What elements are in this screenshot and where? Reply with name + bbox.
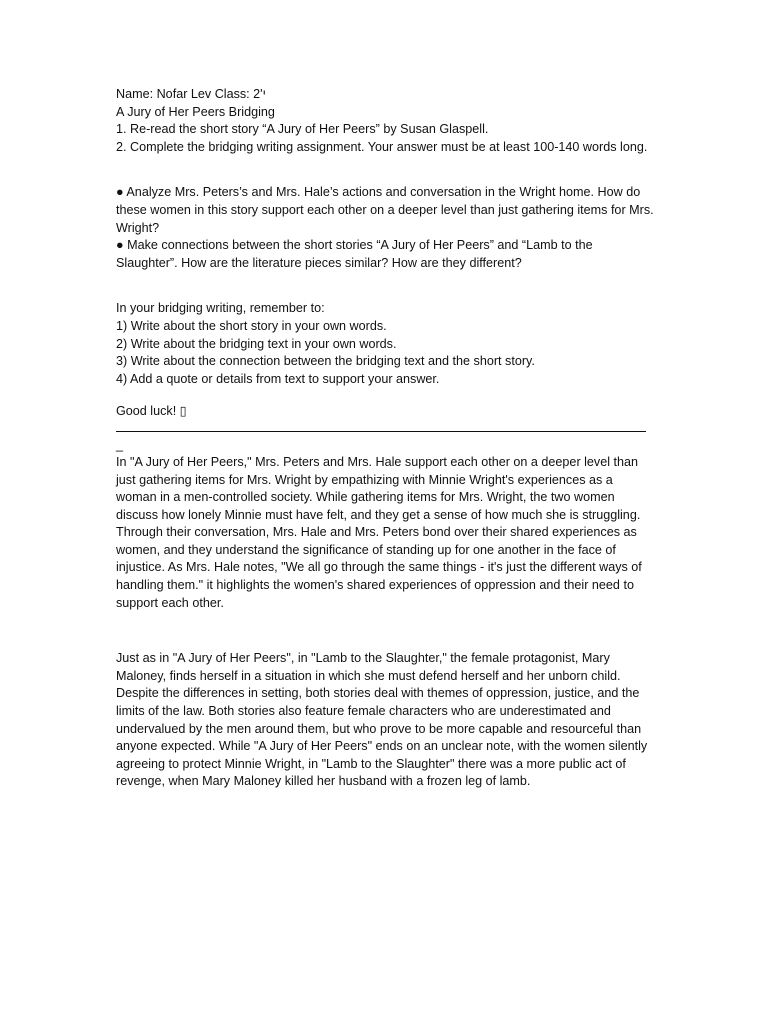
document-page	[116, 86, 656, 791]
reminder-item-1: 1) Write about the short story in your own words.	[116, 318, 387, 333]
missing-glyph-icon: ▯	[179, 403, 187, 419]
instruction-2: 2. Complete the bridging writing assignment. Your answer must be at least 100-140 words long.	[116, 139, 648, 154]
separator-rule	[116, 431, 646, 432]
reminder-item-4: 4) Add a quote or details from text to support your answer.	[116, 371, 440, 386]
reminder-item-3: 3) Write about the connection between the bridging text and the short story.	[116, 354, 535, 369]
spacer	[116, 156, 656, 184]
spacer	[116, 421, 656, 429]
assignment-title: A Jury of Her Peers Bridging	[116, 104, 275, 119]
name-class-line: Name: Nofar Lev Class: 2'י	[116, 87, 266, 101]
essay-paragraph-2: Just as in "A Jury of Her Peers", in "Lamb to the Slaughter," the female protagonist, Mary Maloney, finds herself in a situation in which she must defend herself and her unborn child. Despite the differences in setting, both stories deal with themes of oppression, justice, and the limits of the law. Both stories also feature female characters who are underestimated and undervalued by the men around them, but who prove to be more capable and resourceful than anyone expected. While "A Jury of Her Peers" ends on an unclear note, with the women silently agreeing to protect Minnie Wright, in "Lamb to the Slaughter" there was a more public act of revenge, when Mary Maloney killed her husband with a frozen leg of lamb.	[116, 651, 648, 789]
instruction-1: 1. Re-read the short story “A Jury of Her Peers” by Susan Glaspell.	[116, 122, 489, 137]
question-2: ● Make connections between the short stories “A Jury of Her Peers” and “Lamb to the Slaughter”. How are the literature pieces similar? How are they different?	[116, 238, 593, 270]
essay-body	[116, 454, 656, 791]
reminders-intro: In your bridging writing, remember to:	[116, 301, 325, 316]
closing-line	[116, 402, 656, 421]
spacer	[116, 388, 656, 402]
closing-text: Good luck!	[116, 404, 180, 419]
question-1: ● Analyze Mrs. Peters’s and Mrs. Hale’s actions and conversation in the Wright home. How do these women in this story support each other on a deeper level than just gathering items for Mrs. Wright?	[116, 185, 654, 235]
essay-paragraph-1: In "A Jury of Her Peers," Mrs. Peters and Mrs. Hale support each other on a deeper level than just gathering items for Mrs. Wright by empathizing with Minnie Wright's experiences as a woman in a men-controlled society. While gathering items for Mrs. Wright, the two women discuss how lonely Minnie must have felt, and they get a sense of how much she is struggling. Through their conversation, Mrs. Hale and Mrs. Peters bond over their shared experiences as women, and they understand the significance of standing up for one another in the face of injustice. As Mrs. Hale notes, "We all go through the same things - it's just the different ways of handling them." it highlights the women's shared experiences of oppression and their need to support each other.	[116, 454, 642, 610]
spacer	[116, 272, 656, 300]
spacer	[116, 612, 656, 650]
reminder-item-2: 2) Write about the bridging text in your own words.	[116, 336, 397, 351]
separator-rule-tail: _	[116, 437, 124, 452]
